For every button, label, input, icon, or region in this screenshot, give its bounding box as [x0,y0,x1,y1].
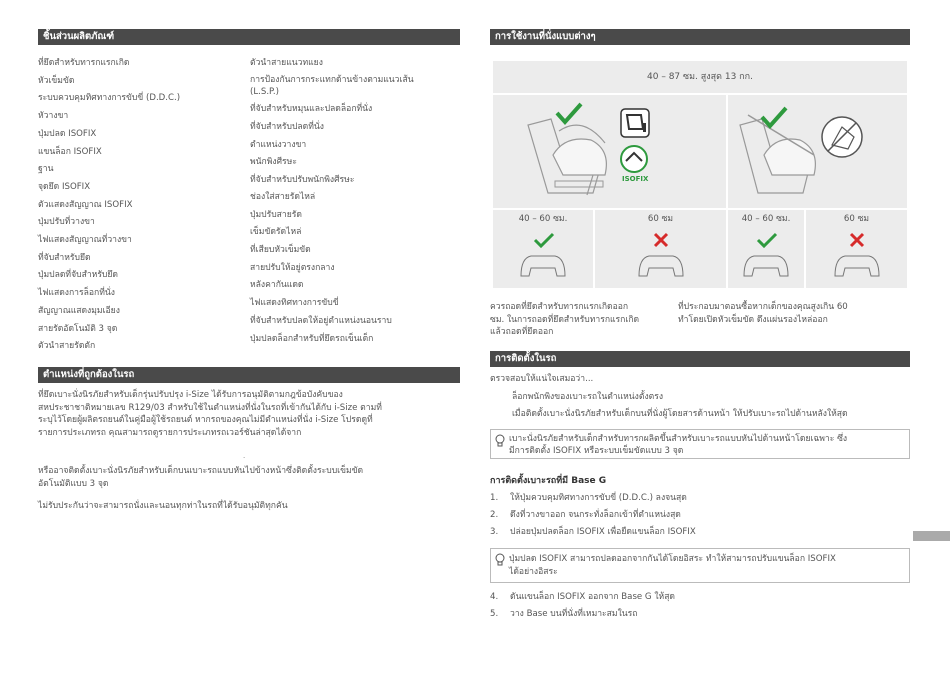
seat-isofix-illustration [493,95,726,208]
step-text: ดันแขนล็อก ISOFIX ออกจาก Base G ให้สุด [510,592,676,602]
size-label: 60 ซม [843,214,870,224]
step-number: 5. [490,609,499,619]
lightbulb-icon [495,553,505,566]
lightbulb-icon [495,434,505,447]
usage-table-title: 40 – 87 ซม. สูงสุด 13 กก. [493,61,907,93]
note-1-line-2: มีการติดตั้ง ISOFIX หรือระบบเข็มขัดแบบ 3 จุด [509,446,684,456]
page-side-tab [913,531,950,541]
parts-item: เข็มขัดรัดไหล่ [250,227,302,237]
parts-item: ที่จับสำหรับหมุนและปลดล็อกที่นั่ง [250,104,373,114]
paragraph-line: สหประชาชาติหมายเลข R129/03 สำหรับใช้ในตำแหน่งที่นั่งในรถที่เข้ากันได้กับ i-Size ตามที่ [38,402,382,413]
parts-item: สายรัดอัดโนมัติ 3 จุด [38,323,118,334]
parts-item: สายปรับให้อยู่ตรงกลาง [250,263,335,273]
note-line: แล้วถอดที่ยึดออก [490,327,554,337]
paragraph-line: อัตโนมัติแบบ 3 จุด [38,478,109,489]
size-label: 40 – 60 ซม. [741,214,791,224]
note-2-line-2: ได้อย่างอิสระ [509,567,558,577]
parts-item: (L.S.P.) [250,87,279,97]
size-label: 40 – 60 ซม. [518,214,568,224]
step-text: ให้ปุ่มควบคุมทิศทางการขับขี่ (D.D.C.) ลงจนสุด [510,493,687,503]
parts-item: ปุ่มปลดล็อกสำหรับที่ยึดรถเข็นเด็ก [250,334,374,344]
dot-mark: . [243,452,246,460]
cross-icon [631,228,691,288]
parts-item: ปุ่มปลด ISOFIX [38,128,97,139]
parts-item: ที่ยึดสำหรับทารกแรกเกิด [38,58,130,68]
cross-icon [827,228,887,288]
parts-item: ไฟแสดงการล็อกที่นั่ง [38,288,115,299]
install-item-1: ล็อกพนักพิงของเบาะรถในตำแหน่งตั้งตรง [512,392,664,402]
step-text: ดึงที่วางขาออก จนกระทั่งล็อกเข้าที่ตำแหน่งสุด [510,510,681,520]
paragraph-line: ที่ยึดเบาะนั่งนิรภัยสำหรับเด็กรุ่นปรับปรุง i-Size ได้รับการอนุมัติตามกฎข้อบังคับของ [38,390,343,400]
step-number: 1. [490,493,499,503]
parts-item: สัญญาณแสดงมุมเอียง [38,305,120,316]
parts-item: ช่องใส่สายรัดไหล่ [250,192,316,202]
note-box-1 [490,429,910,459]
note-line: ทำโดยเปิดหัวเข็มขัด ดึงแผ่นรองไหล่ออก [678,314,828,325]
position-header: ตำแหน่งที่ถูกต้องในรถ [38,367,460,383]
parts-item: ที่เสียบหัวเข็มขัด [250,245,311,255]
illustration-cell-belt [728,95,907,208]
parts-item: ไฟแสดงสัญญาณที่วางขา [38,235,132,245]
step-number: 2. [490,510,499,520]
parts-item: ตัวนำสายรัดตัก [38,341,96,352]
parts-item: ปุ่มปรับที่วางขา [38,217,95,228]
install-item-2: เมื่อติดตั้งเบาะนั่งนิรภัยสำหรับเด็กบนที่นั่งผู้โดยสารด้านหน้า ให้ปรับเบาะรถไปด้านหลังให้สุด [512,409,848,419]
note-line: ซม. ในการถอดที่ยึดสำหรับทารกแรกเกิด [490,314,640,325]
parts-item: จุดยึด ISOFIX [38,181,91,192]
note-line: ควรถอดที่ยึดสำหรับทารกแรกเกิดออก [490,302,629,312]
parts-item: ไฟแสดงทิศทางการขับขี่ [250,298,339,308]
parts-item: ที่จับสำหรับยึด [38,252,91,263]
size-label: 60 ซม [647,214,674,224]
paragraph-line: รายการประเภทรถ คุณสามารถดูรายการประเภทรถเวอร์ชันล่าสุดได้จาก [38,427,302,438]
parts-item: ที่จับสำหรับปรับพนักพิงศีรษะ [250,175,355,185]
parts-item: หลังคากันแดด [250,280,304,290]
position-paragraph-3: ไม่รับประกันว่าจะสามารถนั่งและนอนทุกท่าในรถที่ได้รับอนุมัติทุกคัน [38,501,288,511]
check-icon [736,228,796,288]
parts-item: ตัวนำสายแนวทแยง [250,58,323,68]
step-text: ปล่อยปุ่มปลดล็อก ISOFIX เพื่อยืดแขนล็อก ISOFIX [510,527,696,537]
check-icon [513,228,573,288]
note-line: ที่ประกอบมาตอนซื้อหากเด็กของคุณสูงเกิน 60 [678,302,848,312]
parts-item: พนักพิงศีรษะ [250,157,297,167]
parts-item: ตัวแสดงสัญญาณ ISOFIX [38,199,133,210]
parts-item: การป้องกันการกระแทกด้านข้างตามแนวเส้น [250,75,414,85]
parts-item: ที่จับสำหรับปลดให้อยู่ตำแหน่งนอนราบ [250,316,392,326]
illustration-cell-isofix [493,95,726,208]
step-number: 3. [490,527,499,537]
base-install-title: การติดตั้งเบาะรถที่มี Base G [490,476,607,486]
parts-item: ระบบควบคุมทิศทางการขับขี่ (D.D.C.) [38,93,181,104]
install-header: การติดตั้งในรถ [490,351,910,367]
install-intro: ตรวจสอบให้แน่ใจเสมอว่า... [490,374,594,384]
parts-item: ฐาน [38,164,54,175]
parts-item: ปุ่มปลดที่จับสำหรับยึด [38,270,118,281]
paragraph-line: ระบุไว้โดยผู้ผลิตรถยนต์ในคู่มือผู้ใช้รถยนต์ หากรถของคุณไม่มีตำแหน่งที่นั่ง i-Size โปรดดูที่ [38,415,373,425]
isofix-logo-text: ISOFIX [622,175,649,183]
parts-item: ปุ่มปรับสายรัด [250,210,302,220]
note-2-line-1: ปุ่มปลด ISOFIX สามารถปลดออกจากกันได้โดยอิสระ ทำให้สามารถปรับแขนล็อก ISOFIX [509,554,836,564]
parts-header: ชิ้นส่วนผลิตภัณฑ์ [38,29,460,45]
parts-item: ตำแหน่งวางขา [250,140,307,150]
parts-item: หัวางขา [38,111,69,122]
note-1-line-1: เบาะนั่งนิรภัยสำหรับเด็กสำหรับทารกผลิตขึ้นสำหรับเบาะรถแบบหันไปด้านหน้าโดยเฉพาะ ซึ่ง [509,434,848,444]
step-text: วาง Base บนที่นั่งที่เหมาะสมในรถ [510,609,638,619]
parts-item: หัวเข็มขัด [38,75,75,86]
parts-item: ที่จับสำหรับปลดที่นั่ง [250,122,324,132]
seat-belt-illustration [728,95,907,208]
usage-header: การใช้งานที่นั่งแบบต่างๆ [490,29,910,45]
note-box-2 [490,548,910,583]
step-number: 4. [490,592,499,602]
parts-item: แขนล็อก ISOFIX [38,146,102,157]
paragraph-line: หรืออาจติดตั้งเบาะนั่งนิรภัยสำหรับเด็กบนเบาะรถแบบหันไปข้างหน้าซึ่งติดตั้งระบบเข็มขัด [38,466,364,476]
